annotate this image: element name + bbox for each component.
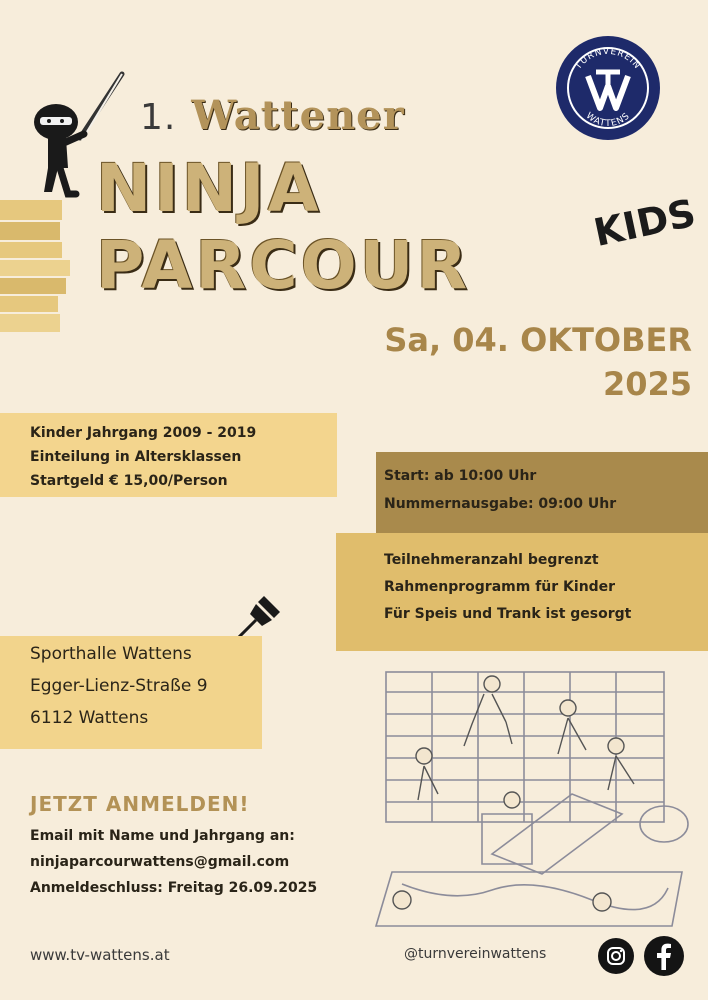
register-email-link[interactable]: ninjaparcourwattens@gmail.com <box>30 854 290 870</box>
title-kids-tag: KIDS <box>590 190 700 256</box>
facebook-icon[interactable] <box>644 936 684 976</box>
stair-step <box>0 260 70 276</box>
info-line: Kinder Jahrgang 2009 - 2019 <box>30 425 257 441</box>
extras-line: Für Speis und Trank ist gesorgt <box>384 606 632 622</box>
location-box <box>0 636 262 749</box>
instagram-icon[interactable] <box>598 938 634 974</box>
svg-text:TURNVEREIN <box>573 47 642 72</box>
stair-step <box>0 222 60 240</box>
stair-step <box>0 200 62 220</box>
turnverein-wattens-logo <box>556 36 660 140</box>
register-deadline: Anmeldeschluss: Freitag 26.09.2025 <box>30 880 318 896</box>
svg-text:WATTENS <box>584 111 633 129</box>
time-box <box>376 452 708 534</box>
website-link[interactable]: www.tv-wattens.at <box>30 946 170 964</box>
info-line: Einteilung in Altersklassen <box>30 449 242 465</box>
info-line: Startgeld € 15,00/Person <box>30 473 228 489</box>
extras-box <box>336 533 708 651</box>
stair-step <box>0 296 58 312</box>
title-line-1 <box>140 92 405 139</box>
extras-line: Teilnehmeranzahl begrenzt <box>384 552 599 568</box>
title-main: NINJA PARCOUR <box>96 150 471 304</box>
parcour-illustration <box>372 664 696 934</box>
info-box <box>0 413 337 497</box>
register-heading: JETZT ANMELDEN! <box>30 792 250 816</box>
logo-text-top: TURNVEREIN <box>573 46 643 72</box>
event-date <box>340 318 692 406</box>
extras-line: Rahmenprogramm für Kinder <box>384 579 616 595</box>
location-line: 6112 Wattens <box>30 708 149 728</box>
event-date-year: 2025 <box>602 365 692 403</box>
location-line: Egger-Lienz-Straße 9 <box>30 676 208 696</box>
time-line: Start: ab 10:00 Uhr <box>384 468 537 484</box>
location-line: Sporthalle Wattens <box>30 644 192 664</box>
stair-step <box>0 242 62 258</box>
stair-step <box>0 314 60 332</box>
stair-step <box>0 278 66 294</box>
event-date-day: Sa, 04. OKTOBER <box>384 321 692 359</box>
time-line: Nummernausgabe: 09:00 Uhr <box>384 496 617 512</box>
social-handle[interactable]: @turnvereinwattens <box>404 946 547 962</box>
logo-text-bottom: WATTENS <box>583 111 633 130</box>
register-instruction: Email mit Name und Jahrgang an: <box>30 828 295 844</box>
title-number: 1. <box>140 97 177 138</box>
title-wattener: Wattener <box>191 92 405 139</box>
